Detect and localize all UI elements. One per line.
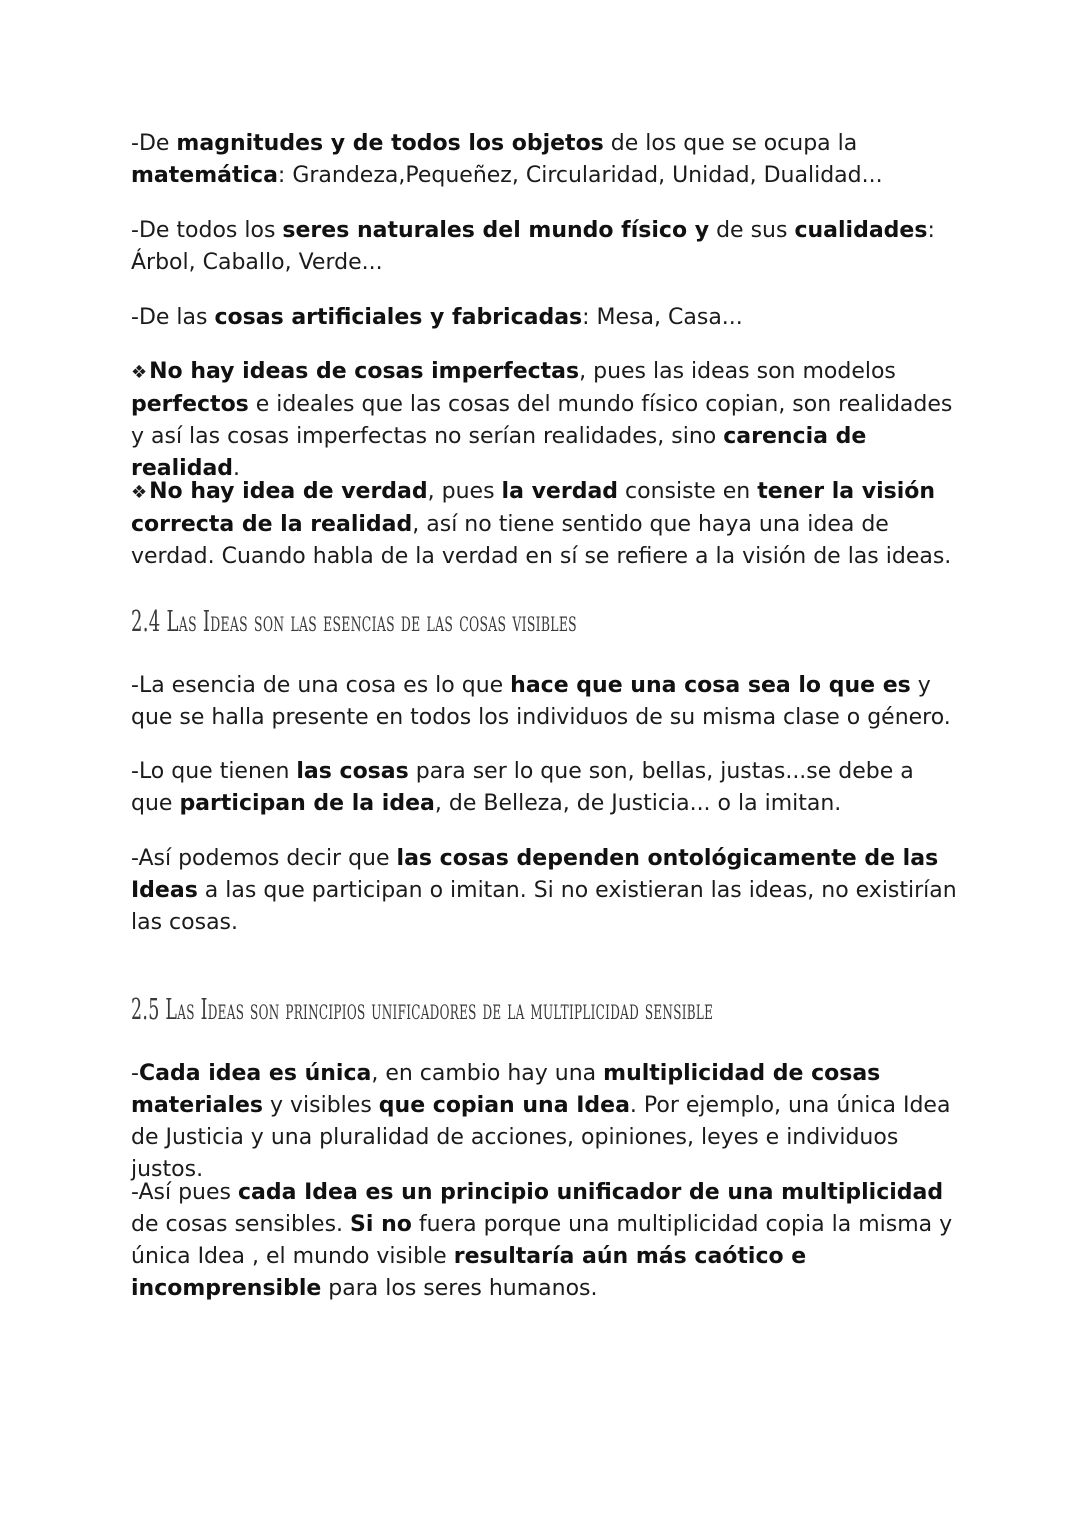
text-run: a las que participan o imitan. Si no existieran las ideas, no existirían las cosas. [131, 878, 957, 935]
paragraph-artificial-things [131, 302, 961, 334]
bold-run: participan de la idea [179, 791, 435, 816]
bold-run: resultaría aún más caótico e incomprensible [131, 1244, 807, 1301]
bold-run: No hay idea de verdad [149, 479, 428, 504]
text-run: para ser lo que son, bellas, justas...se debe a que [131, 759, 914, 816]
text-run: - [131, 1061, 139, 1086]
section-heading-2-5: 2.5 Las Ideas son principios unificadores de la multiplicidad sensible [131, 992, 714, 1026]
text-run: de sus [709, 218, 795, 243]
text-run: e ideales que las cosas del mundo físico copian, son realidades y así las cosas imperfectas no serían realidades, sino [131, 392, 953, 449]
paragraph-natural-beings [131, 215, 961, 279]
text-run: : Mesa, Casa... [582, 305, 743, 330]
text-run: -La esencia de una cosa es lo que [131, 673, 511, 698]
text-run: -Así pues [131, 1180, 238, 1205]
paragraph-unique-idea [131, 1058, 961, 1186]
bold-run: las cosas dependen ontológicamente de las Ideas [131, 846, 939, 903]
text-run: y visibles [263, 1093, 379, 1118]
text-run: de los que se ocupa la [603, 131, 858, 156]
paragraph-unifying-principle [131, 1177, 961, 1305]
bold-run: la verdad [501, 479, 619, 504]
bold-run: No hay ideas de cosas imperfectas [149, 359, 580, 384]
bold-run: Cada idea es única [138, 1061, 372, 1086]
text-run: . Por ejemplo, una única Idea de Justicia y una pluralidad de acciones, opiniones, leyes e individuos justos. [131, 1093, 951, 1182]
bold-run: cualidades [794, 218, 928, 243]
paragraph-no-truth-idea [131, 476, 961, 573]
text-run: , pues las ideas son modelos [579, 359, 896, 384]
paragraph-ontological-dependence [131, 843, 961, 939]
bold-run: magnitudes y de todos los objetos [176, 131, 604, 156]
bold-run: cosas artificiales y fabricadas [214, 305, 583, 330]
text-run: , así no tiene sentido que haya una idea de verdad. Cuando habla de la verdad en sí se refiere a la visión de las ideas. [131, 512, 952, 569]
bold-run: tener la visión correcta de la realidad [131, 479, 936, 537]
text-run: , en cambio hay una [371, 1061, 604, 1086]
text-run: fuera porque una multiplicidad copia la misma y única Idea , el mundo visible [131, 1212, 953, 1269]
text-run: consiste en [618, 479, 758, 504]
bold-run: las cosas [296, 759, 409, 784]
bold-run: hace que una cosa sea lo que es [510, 673, 911, 698]
text-run: -De las [131, 305, 215, 330]
section-heading-2-4: 2.4 Las Ideas son las esencias de las cosas visibles [131, 604, 577, 638]
text-run: , de Belleza, de Justicia... o la imitan. [434, 791, 842, 816]
text-run: : Árbol, Caballo, Verde... [131, 218, 935, 275]
bold-run: cada Idea es un principio unificador de una multiplicidad [237, 1180, 944, 1205]
text-run: de cosas sensibles. [131, 1212, 351, 1237]
diamond-bullet-icon: ❖ [131, 362, 148, 383]
text-run: . [233, 456, 241, 481]
paragraph-mathematical-objects [131, 128, 961, 192]
bold-run: multiplicidad de cosas materiales [131, 1061, 881, 1118]
bold-run: Si no [350, 1212, 412, 1237]
text-run: , pues [427, 479, 502, 504]
bold-run: carencia de realidad [131, 424, 867, 481]
paragraph-essence-definition [131, 670, 961, 734]
text-run: -Lo que tienen [131, 759, 297, 784]
diamond-bullet-icon: ❖ [131, 482, 148, 503]
text-run: : Grandeza,Pequeñez, Circularidad, Unidad, Dualidad... [277, 163, 883, 188]
text-run: y que se halla presente en todos los individuos de su misma clase o género. [131, 673, 951, 730]
text-run: para los seres humanos. [321, 1276, 598, 1301]
bold-run: seres naturales del mundo físico y [282, 218, 710, 243]
text-run: -De [131, 131, 177, 156]
bold-run: matemática [131, 163, 278, 188]
paragraph-no-imperfect-ideas [131, 356, 961, 485]
text-run: -Así podemos decir que [131, 846, 397, 871]
bold-run: que copian una Idea [378, 1093, 630, 1118]
bold-run: perfectos [131, 392, 249, 417]
paragraph-participation [131, 756, 961, 820]
text-run: -De todos los [131, 218, 283, 243]
